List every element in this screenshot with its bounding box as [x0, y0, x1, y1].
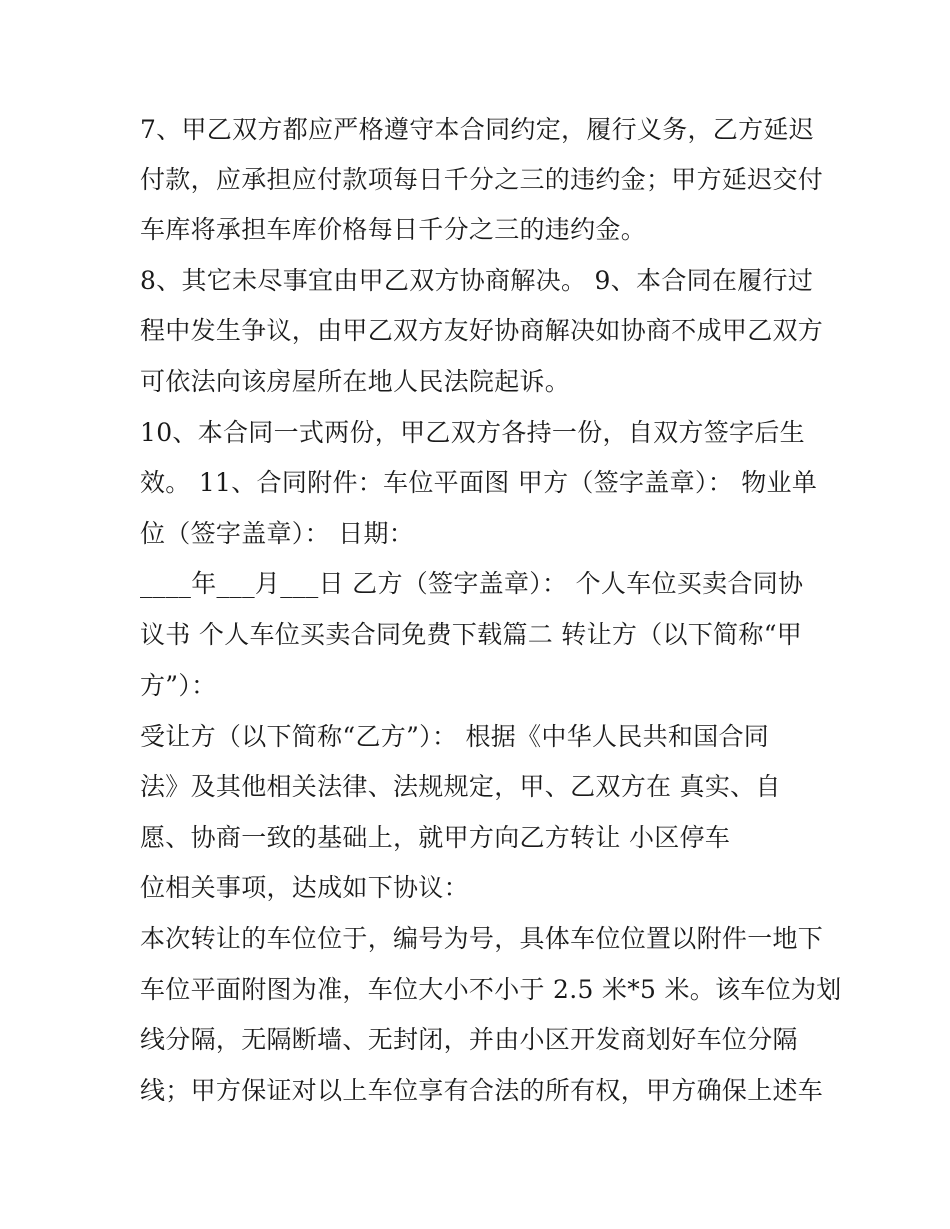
text-line: 7、甲乙双方都应严格遵守本合同约定，履行义务，乙方延迟 [140, 115, 815, 144]
text-line: 8、其它未尽事宜由甲乙双方协商解决。 9、本合同在履行过 [140, 266, 814, 295]
text-line: 位（签字盖章）： 日期： [140, 519, 415, 548]
text-line: 受让方（以下简称“乙方”）： 根据《中华人民共和国合同 [140, 722, 770, 751]
text-line: 线分隔，无隔断墙、无封闭，并由小区开发商划好车位分隔 [140, 1025, 798, 1054]
text-line: 位相关事项，达成如下协议： [140, 873, 469, 902]
text-line: 车库将承担车库价格每日千分之三的违约金。 [140, 215, 647, 244]
text-line: 付款，应承担应付款项每日千分之三的违约金；甲方延迟交付 [140, 165, 824, 194]
text-line: 程中发生争议，由甲乙双方友好协商解决如协商不成甲乙双方 [140, 316, 824, 345]
text-line: 本次转让的车位位于，编号为号，具体车位位置以附件一地下 [140, 924, 824, 953]
text-line: 方”）： [140, 671, 217, 700]
text-line: 议书 个人车位买卖合同免费下载篇二 转让方（以下简称“甲 [140, 620, 803, 649]
text-line: 可依法向该房屋所在地人民法院起诉。 [140, 367, 571, 396]
text-line: 愿、协商一致的基础上，就甲方向乙方转让 小区停车 [140, 823, 731, 852]
text-line: 线；甲方保证对以上车位享有合法的所有权，甲方确保上述车 [140, 1076, 824, 1105]
text-line: 车位平面附图为准，车位大小不小于 2.5 米*5 米。该车位为划 [140, 975, 842, 1004]
text-line: ____年___月___日 乙方（签字盖章）： 个人车位买卖合同协 [140, 569, 804, 598]
text-line: 10、本合同一式两份，甲乙双方各持一份，自双方签字后生 [140, 418, 805, 447]
text-line: 效。 11、合同附件：车位平面图 甲方（签字盖章）： 物业单 [140, 468, 818, 497]
text-line: 法》及其他相关法律、法规规定，甲、乙双方在 真实、自 [140, 772, 781, 801]
